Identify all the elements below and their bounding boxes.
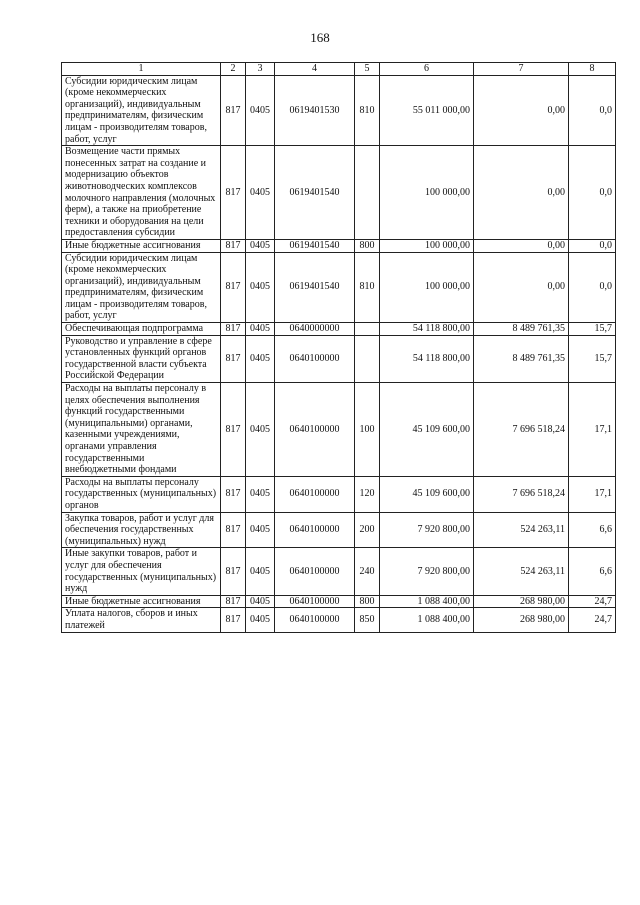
- cell-section: 0405: [246, 512, 275, 548]
- cell-executed: 524 263,11: [474, 548, 569, 595]
- cell-executed: 268 980,00: [474, 608, 569, 632]
- page-number: 168: [310, 30, 330, 45]
- cell-target-article: 0640100000: [275, 512, 355, 548]
- column-header-4: 4: [275, 63, 355, 76]
- cell-planned: 7 920 800,00: [380, 512, 474, 548]
- cell-executed: 7 696 518,24: [474, 383, 569, 477]
- table-row: [62, 146, 616, 240]
- cell-section: 0405: [246, 239, 275, 252]
- row-name: Иные закупки товаров, работ и услуг для обеспечения государственных (муниципальных) нужд: [62, 548, 221, 595]
- cell-executed: 7 696 518,24: [474, 476, 569, 512]
- row-name: Уплата налогов, сборов и иных платежей: [62, 608, 221, 632]
- cell-percent: 0,0: [569, 146, 616, 240]
- cell-target-article: 0640100000: [275, 595, 355, 608]
- cell-expense-type: 850: [355, 608, 380, 632]
- table-row: [62, 323, 616, 336]
- row-name: Расходы на выплаты персоналу в целях обеспечения выполнения функций государственными (муниципальными) органами, казенными учреждениями, органами управления государственными внебюджетными фондами: [62, 383, 221, 477]
- cell-ministry: 817: [221, 252, 246, 323]
- table-row: [62, 383, 616, 477]
- cell-ministry: 817: [221, 548, 246, 595]
- cell-section: 0405: [246, 476, 275, 512]
- row-name: Иные бюджетные ассигнования: [62, 239, 221, 252]
- cell-ministry: 817: [221, 146, 246, 240]
- cell-percent: 15,7: [569, 323, 616, 336]
- cell-percent: 15,7: [569, 335, 616, 382]
- cell-section: 0405: [246, 383, 275, 477]
- table-header-row: [62, 63, 616, 76]
- cell-target-article: 0619401540: [275, 252, 355, 323]
- row-name: Расходы на выплаты персоналу государственных (муниципальных) органов: [62, 476, 221, 512]
- cell-target-article: 0619401540: [275, 146, 355, 240]
- table-row: [62, 548, 616, 595]
- row-name: Субсидии юридическим лицам (кроме некоммерческих организаций), индивидуальным предпринимателям, физическим лицам - производителям товаров, работ, услуг: [62, 75, 221, 146]
- row-name: Иные бюджетные ассигнования: [62, 595, 221, 608]
- row-name: Руководство и управление в сфере установленных функций органов государственной власти субъекта Российской Федерации: [62, 335, 221, 382]
- cell-percent: 6,6: [569, 512, 616, 548]
- cell-ministry: 817: [221, 383, 246, 477]
- cell-planned: 54 118 800,00: [380, 323, 474, 336]
- column-header-2: 2: [221, 63, 246, 76]
- cell-planned: 7 920 800,00: [380, 548, 474, 595]
- cell-executed: 8 489 761,35: [474, 323, 569, 336]
- cell-section: 0405: [246, 595, 275, 608]
- cell-target-article: 0640100000: [275, 608, 355, 632]
- row-name: Субсидии юридическим лицам (кроме некоммерческих организаций), индивидуальным предпринимателям, физическим лицам - производителям товаров, работ, услуг: [62, 252, 221, 323]
- cell-target-article: 0640100000: [275, 548, 355, 595]
- budget-table: [61, 62, 616, 633]
- cell-section: 0405: [246, 335, 275, 382]
- cell-executed: 0,00: [474, 146, 569, 240]
- table-row: [62, 608, 616, 632]
- cell-expense-type: [355, 146, 380, 240]
- cell-expense-type: 800: [355, 595, 380, 608]
- cell-percent: 0,0: [569, 252, 616, 323]
- column-header-6: 6: [380, 63, 474, 76]
- cell-target-article: 0640100000: [275, 476, 355, 512]
- cell-ministry: 817: [221, 595, 246, 608]
- cell-ministry: 817: [221, 476, 246, 512]
- cell-section: 0405: [246, 75, 275, 146]
- cell-executed: 524 263,11: [474, 512, 569, 548]
- column-header-8: 8: [569, 63, 616, 76]
- cell-ministry: 817: [221, 608, 246, 632]
- cell-expense-type: 810: [355, 75, 380, 146]
- cell-planned: 55 011 000,00: [380, 75, 474, 146]
- cell-expense-type: [355, 335, 380, 382]
- row-name: Возмещение части прямых понесенных затрат на создание и модернизацию объектов животноводческих комплексов молочного направления (молочных ферм), а также на приобретение техники и оборудования на цели предоставления субсидии: [62, 146, 221, 240]
- cell-planned: 100 000,00: [380, 239, 474, 252]
- cell-target-article: 0619401530: [275, 75, 355, 146]
- cell-percent: 24,7: [569, 595, 616, 608]
- row-name: Закупка товаров, работ и услуг для обеспечения государственных (муниципальных) нужд: [62, 512, 221, 548]
- cell-section: 0405: [246, 323, 275, 336]
- cell-expense-type: 240: [355, 548, 380, 595]
- cell-target-article: 0619401540: [275, 239, 355, 252]
- cell-ministry: 817: [221, 323, 246, 336]
- row-name: Обеспечивающая подпрограмма: [62, 323, 221, 336]
- cell-percent: 0,0: [569, 75, 616, 146]
- table-row: [62, 252, 616, 323]
- cell-expense-type: 120: [355, 476, 380, 512]
- cell-planned: 100 000,00: [380, 146, 474, 240]
- cell-executed: 268 980,00: [474, 595, 569, 608]
- cell-ministry: 817: [221, 335, 246, 382]
- column-header-7: 7: [474, 63, 569, 76]
- cell-planned: 45 109 600,00: [380, 476, 474, 512]
- cell-section: 0405: [246, 146, 275, 240]
- cell-section: 0405: [246, 548, 275, 595]
- cell-percent: 17,1: [569, 383, 616, 477]
- cell-executed: 0,00: [474, 75, 569, 146]
- cell-section: 0405: [246, 252, 275, 323]
- cell-target-article: 0640100000: [275, 335, 355, 382]
- column-header-1: 1: [62, 63, 221, 76]
- column-header-5: 5: [355, 63, 380, 76]
- cell-planned: 45 109 600,00: [380, 383, 474, 477]
- cell-percent: 17,1: [569, 476, 616, 512]
- cell-expense-type: 200: [355, 512, 380, 548]
- table-row: [62, 75, 616, 146]
- cell-executed: 0,00: [474, 239, 569, 252]
- cell-planned: 100 000,00: [380, 252, 474, 323]
- cell-expense-type: 100: [355, 383, 380, 477]
- table-row: [62, 239, 616, 252]
- column-header-3: 3: [246, 63, 275, 76]
- table-row: [62, 335, 616, 382]
- cell-percent: 6,6: [569, 548, 616, 595]
- cell-ministry: 817: [221, 512, 246, 548]
- table-row: [62, 595, 616, 608]
- cell-section: 0405: [246, 608, 275, 632]
- table-row: [62, 476, 616, 512]
- cell-planned: 54 118 800,00: [380, 335, 474, 382]
- cell-executed: 0,00: [474, 252, 569, 323]
- cell-ministry: 817: [221, 239, 246, 252]
- cell-target-article: 0640000000: [275, 323, 355, 336]
- cell-planned: 1 088 400,00: [380, 595, 474, 608]
- cell-planned: 1 088 400,00: [380, 608, 474, 632]
- table-row: [62, 512, 616, 548]
- cell-expense-type: [355, 323, 380, 336]
- cell-percent: 0,0: [569, 239, 616, 252]
- cell-executed: 8 489 761,35: [474, 335, 569, 382]
- cell-target-article: 0640100000: [275, 383, 355, 477]
- cell-percent: 24,7: [569, 608, 616, 632]
- cell-expense-type: 800: [355, 239, 380, 252]
- cell-expense-type: 810: [355, 252, 380, 323]
- cell-ministry: 817: [221, 75, 246, 146]
